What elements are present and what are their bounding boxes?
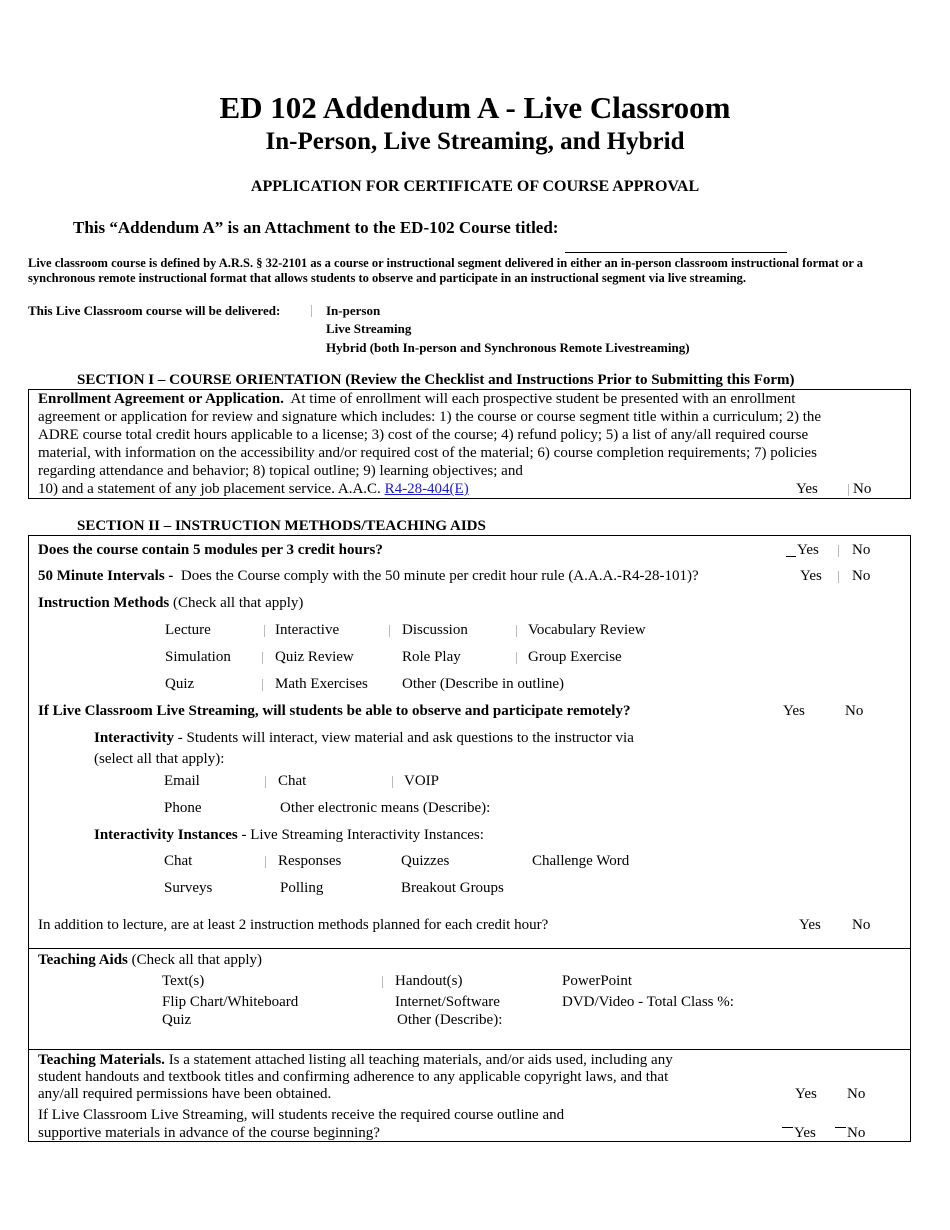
- instance-challenge-word[interactable]: Challenge Word: [532, 853, 630, 869]
- interval-question-row: [38, 568, 699, 585]
- methods-note: (Check all that apply): [173, 595, 304, 611]
- method-lecture[interactable]: Lecture: [165, 622, 211, 638]
- section1-heading: SECTION I – COURSE ORIENTATION (Review the Checklist and Instructions Prior to Submitting this Form): [77, 372, 795, 388]
- form-name: APPLICATION FOR CERTIFICATE OF COURSE APPROVAL: [250, 178, 700, 195]
- advance-no[interactable]: No: [847, 1125, 866, 1141]
- interactivity-text-2: (select all that apply):: [94, 751, 225, 767]
- instance-quizzes[interactable]: Quizzes: [401, 853, 450, 869]
- materials-line-2: student handouts and textbook titles and confirming adherence to any applicable copyright laws, and that: [38, 1069, 669, 1085]
- aid-dvd-video[interactable]: DVD/Video - Total Class %:: [562, 994, 734, 1010]
- method-math-exercises[interactable]: Math Exercises: [275, 676, 368, 692]
- method-vocab-checkbox[interactable]: [516, 625, 517, 637]
- method-math-checkbox[interactable]: [262, 679, 263, 691]
- interval-question: Does the Course comply with the 50 minute per credit hour rule (A.A.A.-R4-28-101)?: [180, 568, 699, 584]
- enrollment-yes[interactable]: Yes: [796, 481, 818, 497]
- method-quiz-review[interactable]: Quiz Review: [275, 649, 354, 665]
- instance-responses-checkbox[interactable]: [265, 856, 266, 868]
- method-interactive-checkbox[interactable]: [264, 625, 265, 637]
- page-title: ED 102 Addendum A - Live Classroom: [219, 90, 731, 125]
- delivery-option-inperson: In-person: [326, 303, 381, 318]
- advance-yes-blank[interactable]: [782, 1127, 793, 1128]
- method-other[interactable]: Other (Describe in outline): [402, 676, 565, 692]
- aids-header: [38, 952, 262, 969]
- streaming-yes[interactable]: Yes: [783, 703, 805, 719]
- method-quiz-review-checkbox[interactable]: [262, 652, 263, 664]
- enrollment-no-checkbox[interactable]: [848, 484, 849, 496]
- method-quiz[interactable]: Quiz: [165, 676, 195, 692]
- interactivity-title: Interactivity: [94, 730, 174, 746]
- materials-line-3: any/all required permissions have been obtained.: [38, 1086, 332, 1102]
- modules-yes-blank[interactable]: [786, 556, 796, 557]
- interval-title: 50 Minute Intervals -: [38, 568, 174, 584]
- modules-no-checkbox[interactable]: [838, 545, 839, 557]
- enrollment-line-5: regarding attendance and behavior; 8) topical outline; 9) learning objectives; and: [38, 463, 523, 479]
- method-vocabulary-review[interactable]: Vocabulary Review: [528, 622, 646, 638]
- methods-per-hour-yes[interactable]: Yes: [799, 917, 821, 933]
- attachment-note: This “Addendum A” is an Attachment to the ED-102 Course titled:: [73, 218, 559, 237]
- advance-yes[interactable]: Yes: [794, 1125, 816, 1141]
- definition-line-1: Live classroom course is defined by A.R.S. § 32-2101 as a course or instructional segment delivered in either an in-person classroom instructional format or a: [28, 256, 864, 270]
- enrollment-text-6: 10) and a statement of any job placement service. A.A.C.: [38, 481, 385, 497]
- instance-polling[interactable]: Polling: [280, 880, 324, 896]
- interval-no-checkbox[interactable]: [838, 571, 839, 583]
- methods-per-hour-no[interactable]: No: [852, 917, 871, 933]
- interactivity-chat-checkbox[interactable]: [265, 776, 266, 788]
- streaming-no[interactable]: No: [845, 703, 864, 719]
- interactivity-phone[interactable]: Phone: [164, 800, 202, 816]
- section2-divider-2: [28, 1049, 911, 1050]
- advance-no-blank[interactable]: [835, 1127, 846, 1128]
- method-group-exercise[interactable]: Group Exercise: [528, 649, 622, 665]
- modules-no[interactable]: No: [852, 542, 871, 558]
- aid-flip-chart[interactable]: Flip Chart/Whiteboard: [162, 994, 299, 1010]
- interactivity-email[interactable]: Email: [164, 773, 200, 789]
- streaming-question: If Live Classroom Live Streaming, will students be able to observe and participate remotely?: [38, 703, 631, 719]
- modules-question: Does the course contain 5 modules per 3 credit hours?: [38, 542, 383, 558]
- delivery-option-hybrid: Hybrid (both In-person and Synchronous Remote Livestreaming): [326, 340, 690, 355]
- aids-title: Teaching Aids: [38, 952, 128, 968]
- aid-powerpoint[interactable]: PowerPoint: [562, 973, 633, 989]
- methods-title: Instruction Methods: [38, 595, 170, 611]
- materials-line-1: [38, 1052, 673, 1069]
- enrollment-line-6: [38, 481, 469, 498]
- materials-yes[interactable]: Yes: [795, 1086, 817, 1102]
- page-subtitle: In-Person, Live Streaming, and Hybrid: [265, 128, 685, 155]
- enrollment-line-4: material, with information on the accessibility and/or required cost of the material; 6) course completion requirements; 7) policies: [38, 445, 817, 461]
- materials-text-1: Is a statement attached listing all teaching materials, and/or aids used, including any: [168, 1052, 673, 1068]
- delivery-option-streaming: Live Streaming: [326, 321, 412, 336]
- section2-heading: SECTION II – INSTRUCTION METHODS/TEACHING AIDS: [77, 518, 486, 534]
- aid-quiz[interactable]: Quiz: [162, 1012, 192, 1028]
- interactivity-voip[interactable]: VOIP: [404, 773, 440, 789]
- aid-internet-software[interactable]: Internet/Software: [395, 994, 500, 1010]
- enrollment-text-1: At time of enrollment will each prospective student be presented with an enrollment: [290, 391, 796, 407]
- delivery-label: This Live Classroom course will be delivered:: [28, 303, 281, 318]
- interactivity-chat[interactable]: Chat: [278, 773, 307, 789]
- method-role-play[interactable]: Role Play: [402, 649, 461, 665]
- instance-breakout-groups[interactable]: Breakout Groups: [401, 880, 504, 896]
- materials-no[interactable]: No: [847, 1086, 866, 1102]
- instances-title: Interactivity Instances: [94, 827, 238, 843]
- method-discussion-checkbox[interactable]: [389, 625, 390, 637]
- rule-link[interactable]: R4-28-404(E): [384, 481, 469, 497]
- definition-line-2: synchronous remote instructional format that allows students to observe and participate in an instructional segment via live streaming.: [28, 271, 747, 285]
- instance-chat[interactable]: Chat: [164, 853, 193, 869]
- enrollment-line-3: ADRE course total credit hours applicable to a license; 3) cost of the course; 4) refund policy; 5) a list of any/all required course: [38, 427, 809, 443]
- aid-texts[interactable]: Text(s): [162, 973, 205, 989]
- aids-note: (Check all that apply): [131, 952, 263, 968]
- instances-text: - Live Streaming Interactivity Instances:: [241, 827, 484, 843]
- method-simulation[interactable]: Simulation: [165, 649, 231, 665]
- interactivity-row: [94, 730, 634, 747]
- method-discussion[interactable]: Discussion: [402, 622, 468, 638]
- aid-other[interactable]: Other (Describe):: [397, 1012, 503, 1028]
- enrollment-line-2: agreement or application for review and signature which includes: 1) the course or course segment title within a curriculum; 2) the: [38, 409, 822, 425]
- instances-row: [94, 827, 484, 844]
- interactivity-text: - Students will interact, view material and ask questions to the instructor via: [177, 730, 634, 746]
- advance-line-2: supportive materials in advance of the course beginning?: [38, 1125, 380, 1141]
- materials-title: Teaching Materials.: [38, 1052, 165, 1068]
- interval-yes[interactable]: Yes: [800, 568, 822, 584]
- aid-handouts[interactable]: Handout(s): [395, 973, 463, 989]
- instance-responses[interactable]: Responses: [278, 853, 342, 869]
- method-interactive[interactable]: Interactive: [275, 622, 340, 638]
- course-title-line[interactable]: [565, 252, 787, 253]
- enrollment-line-1: [38, 391, 795, 408]
- enrollment-no[interactable]: No: [853, 481, 872, 497]
- aid-handouts-checkbox[interactable]: [382, 976, 383, 988]
- methods-header: [38, 595, 303, 612]
- modules-yes[interactable]: Yes: [797, 542, 819, 558]
- interactivity-other[interactable]: Other electronic means (Describe):: [280, 800, 491, 816]
- interval-no[interactable]: No: [852, 568, 871, 584]
- enrollment-title: Enrollment Agreement or Application.: [38, 391, 284, 407]
- methods-per-hour-question: In addition to lecture, are at least 2 instruction methods planned for each credit hour?: [38, 917, 549, 933]
- instance-surveys[interactable]: Surveys: [164, 880, 213, 896]
- interactivity-voip-checkbox[interactable]: [392, 776, 393, 788]
- section2-divider-1: [28, 948, 911, 949]
- advance-line-1: If Live Classroom Live Streaming, will students receive the required course outline and: [38, 1107, 565, 1123]
- method-group-checkbox[interactable]: [516, 652, 517, 664]
- delivery-checkbox-inperson[interactable]: [311, 305, 312, 317]
